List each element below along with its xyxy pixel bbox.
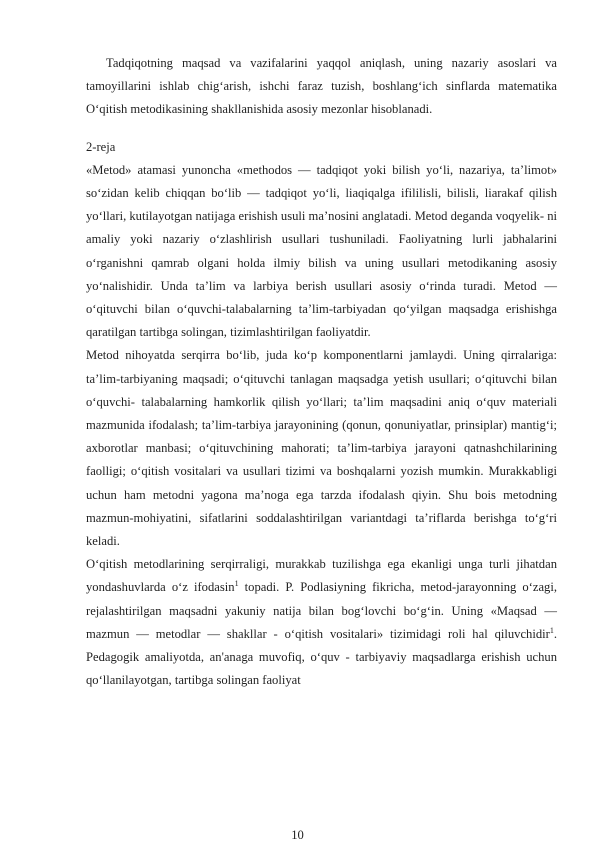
- paragraph-metod-definition: «Metod» atamasi yunoncha «methodos — tadqiqot yoki bilish yo‘li, nazariya, ta’limot» so‘zidan kelib chiqqan bo‘lib — tadqiqot yo‘li, liaqiqalga ifililisli, bilisli, liarakaf qilish yo‘llari, kutilayotgan natijaga erishish usuli ma’nosini anglatadi. Metod deganda voqyelik- ni amaliy yoki nazariy o‘zlashlirish usullari tushuniladi. Faoliyatning lurli jabhalarini o‘rganishni qamrab olgani holda ilmiy bilish va uning usullari metodikaning asosiy yo‘nalishidir. Unda ta’lim va larbiya berish usullari asosiy o‘rinda turadi. Metod — o‘qituvchi bilan o‘quvchi-talabalarning ta’lim-tarbiyadan qo‘yilgan maqsadga erishishga qaratilgan tartibga solingan, tizimlashtirilgan faoliyatdir.: [86, 162, 557, 340]
- page-number: 10: [291, 828, 304, 842]
- section-heading: 2-reja: [86, 139, 116, 154]
- paragraph-text-segment: . Pedagogik amaliyotda, an'anaga muvofiq, o‘quv - tarbiyaviy maqsadlarga erishish uchun qo‘llanilayotgan, tartibga solingan faoliyat: [86, 626, 557, 688]
- paragraph-metod-complexity: [86, 553, 557, 692]
- text-body: [86, 52, 557, 692]
- paragraph-metod-components: Metod nihoyatda serqirra bo‘lib, juda ko‘p komponentlarni jamlaydi. Uning qirralariga: ta’lim-tarbiyaning maqsadi; o‘qituvchi tanlagan maqsadga yetish usullari; o‘qituvchi bilan o‘quvchi- talabalarning hamkorlik qilish yo‘llari; ta’lim maqsadini aniq o‘quv materiali mazmunida ifodalash; ta’lim-tarbiya jarayonining (qonun, qonuniyatlar, prinsiplar) mantig‘i; axborotlar manbasi; o‘qituvchining mahorati; ta’lim-tarbiya jarayoni qatnashchilarining faolligi; o‘qitish vositalari va usullari tizimi va boshqalarni yozish mumkin. Murakkabligi uchun ham metodni yagona ma’noga ega tarzda ifodalash qiyin. Shu bois metodning mazmun-mohiyatini, sifatlarini soddalashtirilgan variantdagi ta’riflarda berishga to‘g‘ri keladi.: [86, 348, 557, 549]
- footnote-reference: 1: [549, 625, 554, 635]
- footnote-reference: 1: [234, 579, 239, 589]
- paragraph-spacer: [86, 122, 557, 136]
- paragraph-text-segment: topadi. P. Podlasiyning fikricha, metod-jarayonning o‘zagi, rejalashtirilgan maqsadni yakuniy natija bilan bog‘lovchi bo‘g‘in. Uning «Maqsad — mazmun — metodlar — shakllar - o‘qitish vositalari» tizimidagi roli hal qiluvchidir: [86, 580, 557, 641]
- paragraph-text-segment: O‘qitish metodlarining serqirraligi, murakkab tuzilishga ega ekanligi unga turli jihatdan yondashuvlarda o‘z ifodasin: [86, 557, 557, 595]
- intro-paragraph: Tadqiqotning maqsad va vazifalarini yaqqol aniqlash, uning nazariy asoslari va tamoyillarini ishlab chig‘arish, ishchi faraz tuzish, boshlang‘ich sinflarda matematika O‘qitish metodikasining shakllanishida asosiy mezonlar hisoblanadi.: [86, 56, 557, 117]
